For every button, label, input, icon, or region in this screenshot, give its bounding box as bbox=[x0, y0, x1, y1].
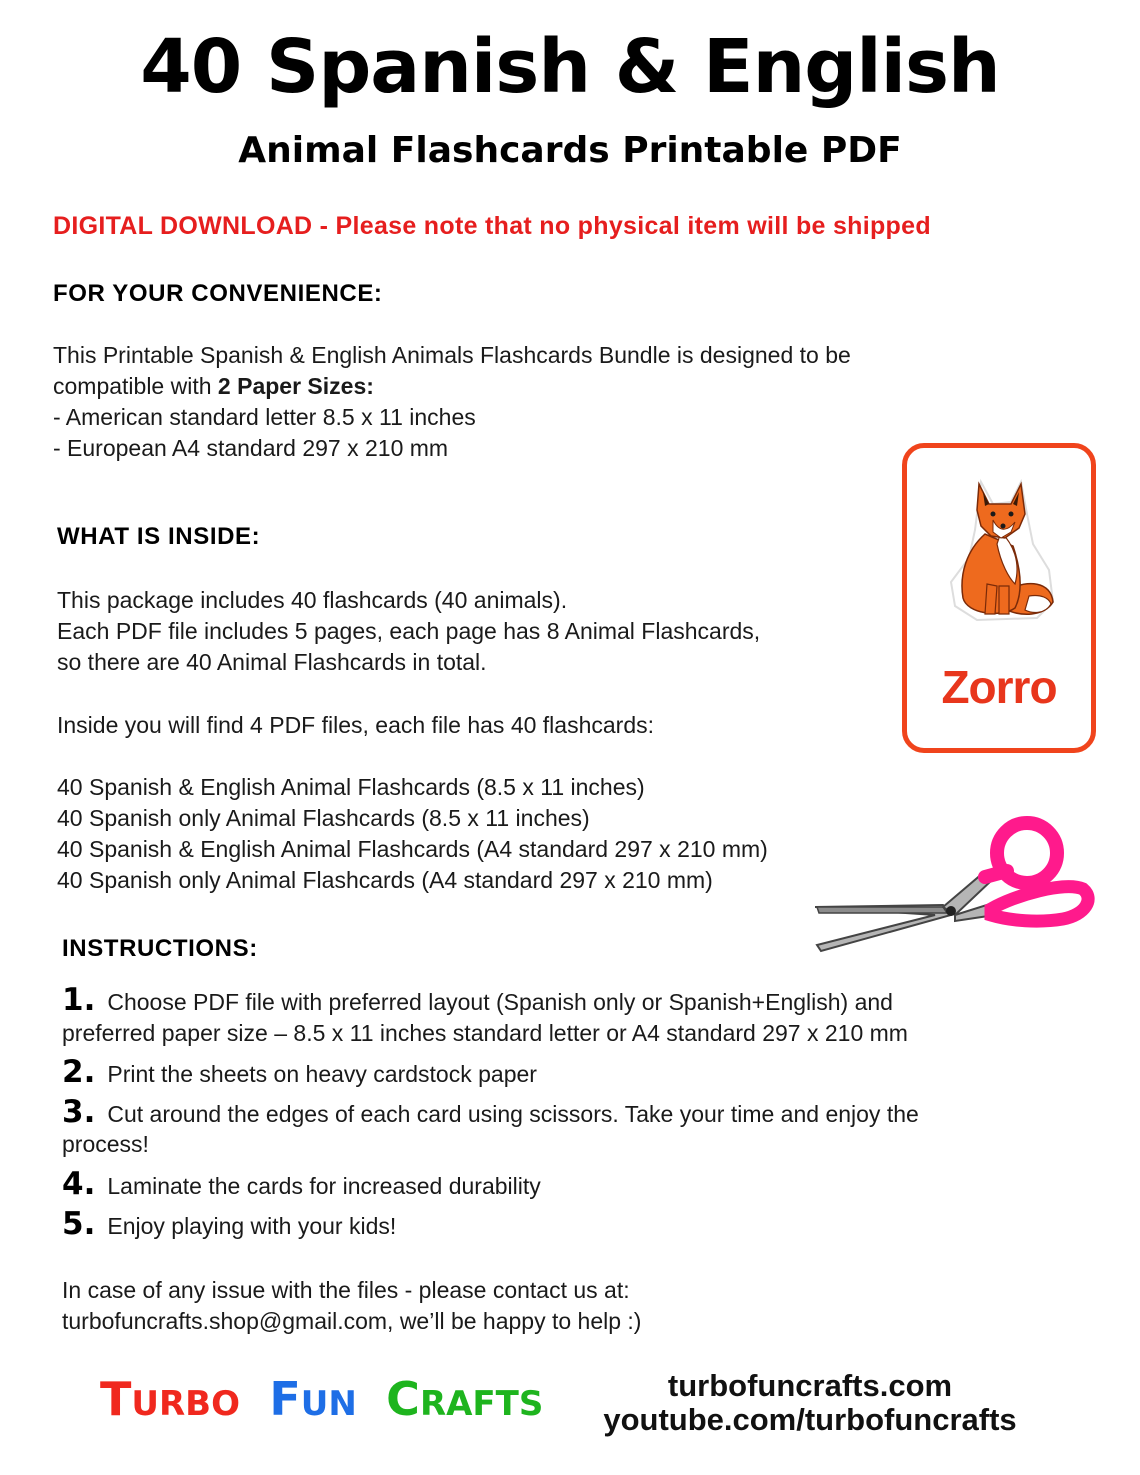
step-text: Print the sheets on heavy cardstock paper bbox=[107, 1061, 537, 1087]
brand-initial: T bbox=[100, 1372, 132, 1426]
brand-rest: URBO bbox=[131, 1384, 240, 1424]
contact-line: In case of any issue with the files - please contact us at: bbox=[62, 1277, 630, 1303]
step-text: Choose PDF file with preferred layout (Spanish only or Spanish+English) and bbox=[107, 989, 893, 1015]
step-number: 5. bbox=[62, 1206, 96, 1242]
inside-line: This package includes 40 flashcards (40 animals). bbox=[57, 587, 568, 613]
convenience-line: This Printable Spanish & English Animals Flashcards Bundle is designed to be bbox=[53, 342, 851, 368]
convenience-prefix: compatible with bbox=[53, 373, 218, 399]
inside-line: Each PDF file includes 5 pages, each page has 8 Animal Flashcards, bbox=[57, 618, 761, 644]
step-number: 3. bbox=[62, 1094, 96, 1130]
brand-rest: UN bbox=[300, 1384, 357, 1424]
files-intro: Inside you will find 4 PDF files, each file has 40 flashcards: bbox=[57, 712, 655, 738]
convenience-heading: FOR YOUR CONVENIENCE: bbox=[53, 280, 383, 307]
brand-word-crafts bbox=[386, 1372, 543, 1426]
contact-email-line: turbofuncrafts.shop@gmail.com, we’ll be happy to help :) bbox=[62, 1308, 642, 1334]
brand-initial: C bbox=[386, 1372, 420, 1426]
step-number: 4. bbox=[62, 1166, 96, 1202]
convenience-line: - American standard letter 8.5 x 11 inches bbox=[53, 404, 476, 430]
convenience-text bbox=[53, 340, 851, 464]
instruction-step bbox=[62, 982, 893, 1018]
brand-logo bbox=[100, 1372, 557, 1426]
instruction-step bbox=[62, 1166, 541, 1202]
digital-download-notice: DIGITAL DOWNLOAD - Please note that no physical item will be shipped bbox=[53, 212, 931, 240]
step-number: 1. bbox=[62, 982, 96, 1018]
fox-icon bbox=[941, 474, 1061, 624]
file-item: 40 Spanish only Animal Flashcards (8.5 x 11 inches) bbox=[57, 805, 590, 831]
contact-text bbox=[62, 1275, 641, 1337]
step-text: Enjoy playing with your kids! bbox=[107, 1213, 397, 1239]
instructions-heading: INSTRUCTIONS: bbox=[62, 935, 258, 962]
step-text: Laminate the cards for increased durability bbox=[107, 1173, 541, 1199]
flashcard-word: Zorro bbox=[941, 661, 1057, 713]
inside-heading: WHAT IS INSIDE: bbox=[57, 523, 261, 550]
inside-line: so there are 40 Animal Flashcards in total. bbox=[57, 649, 487, 675]
youtube-link[interactable]: youtube.com/turbofuncrafts bbox=[603, 1402, 1017, 1437]
files-list bbox=[57, 772, 768, 896]
website-link[interactable]: turbofuncrafts.com bbox=[667, 1368, 953, 1403]
convenience-line bbox=[53, 371, 851, 402]
scissors-icon bbox=[815, 815, 1095, 955]
brand-initial: F bbox=[269, 1372, 301, 1426]
brand-word-fun bbox=[269, 1372, 357, 1426]
brand-word-turbo bbox=[100, 1372, 240, 1426]
convenience-line: - European A4 standard 297 x 210 mm bbox=[53, 435, 449, 461]
brand-rest: RAFTS bbox=[419, 1384, 544, 1424]
instruction-step-continued: process! bbox=[62, 1131, 149, 1157]
instruction-step-continued: preferred paper size – 8.5 x 11 inches standard letter or A4 standard 297 x 210 mm bbox=[62, 1020, 908, 1046]
step-text: Cut around the edges of each card using scissors. Take your time and enjoy the bbox=[107, 1101, 919, 1127]
instruction-step bbox=[62, 1206, 397, 1242]
file-item: 40 Spanish only Animal Flashcards (A4 standard 297 x 210 mm) bbox=[57, 867, 713, 893]
file-item: 40 Spanish & English Animal Flashcards (A4 standard 297 x 210 mm) bbox=[57, 836, 768, 862]
page-subtitle: Animal Flashcards Printable PDF bbox=[238, 130, 902, 171]
instruction-step bbox=[62, 1054, 537, 1090]
file-item: 40 Spanish & English Animal Flashcards (8.5 x 11 inches) bbox=[57, 774, 645, 800]
sample-flashcard bbox=[902, 443, 1096, 753]
step-number: 2. bbox=[62, 1054, 96, 1090]
inside-text bbox=[57, 585, 760, 678]
paper-sizes-bold: 2 Paper Sizes: bbox=[217, 373, 374, 399]
page-title: 40 Spanish & English bbox=[140, 24, 1000, 110]
instruction-step bbox=[62, 1094, 919, 1130]
